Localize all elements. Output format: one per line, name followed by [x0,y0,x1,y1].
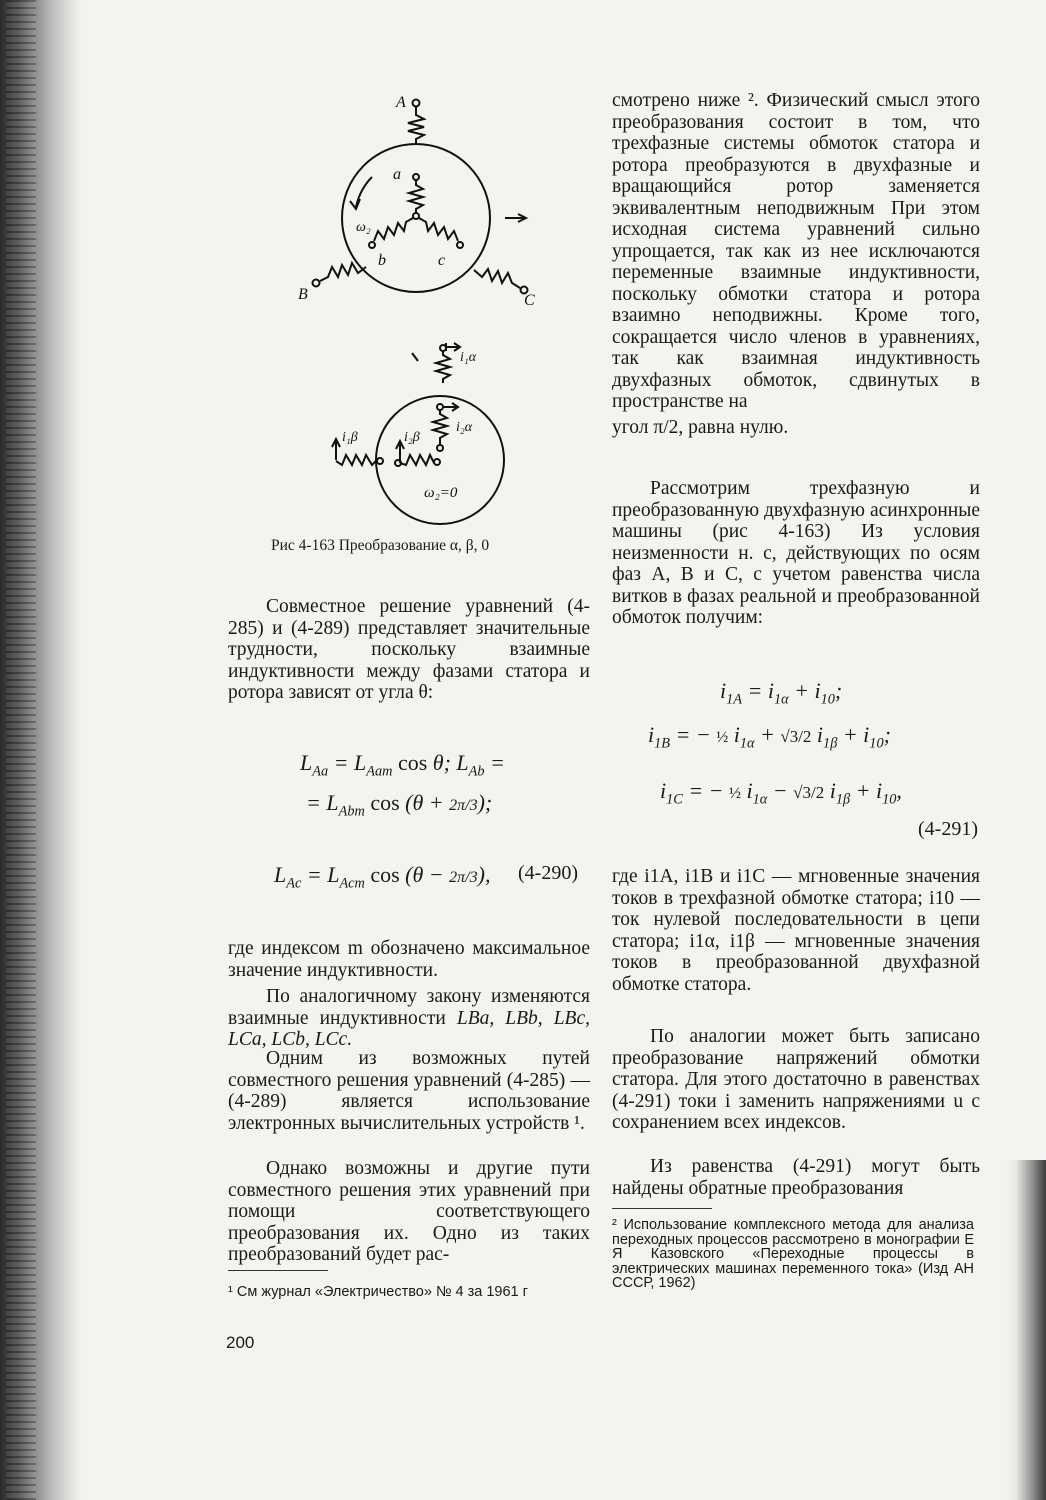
label-A: A [396,94,406,111]
figure-caption: Рис 4-163 Преобразование α, β, 0 [271,537,490,554]
right-column-para5 [612,1156,980,1199]
inductance-list: LBa, LBb, LBc, LCa, LCb, LCc. [228,1007,590,1050]
left-column-para4 [228,1048,590,1134]
paragraph: Совместное решение уравнений (4-285) и (4-289) представляет значительные трудности, поскольку взаимные индуктивности между фазами статора и ротора зависят от угла θ: [228,596,590,703]
equation-number-4-290: (4-290) [518,862,578,884]
book-spine-shadow [0,0,82,1500]
equation-4-291-line3: $i_{1C}$ = − ½ $i_{1\alpha} - √3/2$ $i_{1\beta} + i_{10}$, [660,778,902,808]
right-column-para1 [612,90,980,438]
label-i1alpha: i₁α [460,350,477,365]
footnote-rule-right [612,1208,712,1209]
figure-4-163 [280,85,580,535]
equation-4-290-line2: = $L_{Abm}$ cos (θ + 2π/3); [306,790,493,820]
label-C: C [524,292,535,309]
right-column-para4 [612,1026,980,1134]
equation-4-291-line1: $i_{1A} = i_{1\alpha} + i_{10}$; [720,678,843,708]
paragraph: Одним из возможных путей совместного решения уравнений (4-285) — (4-289) является использование электронных вычислительных устройств ¹. [228,1048,590,1134]
label-omega2-zero: ω₂=0 [424,485,458,501]
paragraph: где индексом m обозначено максимальное значение индуктивности. [228,938,590,981]
footnote-2: ² Использование комплексного метода для анализа переходных процессов рассмотрено в монографии Е Я Казовского «Переходные процессы в электрических машинах переменного тока» (Изд АН СССР, 1962) [612,1217,974,1291]
label-i1beta: i₁β [342,430,358,445]
footnote-rule-left [228,1270,328,1271]
paragraph: Рассмотрим трехфазную и преобразованную двухфазную асинхронные машины (рис 4-163) Из условия неизменности н. с, действующих по осям фаз A, B и C, с учетом равенства числа витков в фазах реальной и преобразованной обмоток получим: [612,478,980,628]
paragraph: угол π/2, равна нулю. [612,416,789,438]
paragraph: Однако возможны и другие пути совместного решения этих уравнений при помощи соответствующего преобразования их. Одно из таких преобразований будет рас- [228,1158,590,1265]
label-b: b [378,252,386,269]
label-omega2: ω₂ [356,220,371,235]
left-column-para2 [228,938,590,981]
equation-number-4-291: (4-291) [918,818,978,840]
paragraph: Из равенства (4-291) могут быть найдены обратные преобразования [612,1156,980,1199]
paragraph: По аналогичному закону изменяются взаимные индуктивности LBa, LBb, LBc, LCa, LCb, LCc. [228,986,590,1050]
page-edge-shadow [1006,1160,1046,1500]
paragraph: где i1A, i1B и i1C — мгновенные значения токов в трехфазной обмотке статора; i10 — ток нулевой последовательности в цепи статора; i1α, i1β — мгновенные значения токов в преобразованной двухфазной обмотке статора. [612,866,980,995]
footnote-1: ¹ См журнал «Электричество» № 4 за 1961 г [228,1284,528,1300]
label-a: a [393,166,401,183]
label-i2beta: i₂β [404,430,420,445]
label-i2alpha: i₂α [456,420,473,435]
winding-diagram [280,85,580,535]
label-B: B [298,286,308,303]
right-column-para2 [612,478,980,629]
paragraph: По аналогии может быть записано преобразование напряжений обмотки статора. Для этого достаточно в равенствах (4-291) токи i заменить напряжениями u с сохранением всех индексов. [612,1026,980,1133]
label-c: c [438,252,446,269]
equation-4-290-line1: $L_{Aa} = L_{Aam}$ cos θ; $L_{Ab}$ = [300,750,505,780]
right-column-para3 [612,866,980,995]
equation-4-290-line3: $L_{Ac} = L_{Acm}$ cos (θ − 2π/3), [274,862,491,892]
left-column-para1 [228,596,590,704]
paragraph: смотрено ниже ². Физический смысл этого преобразования состоит в том, что трехфазные системы обмоток статора и ротора преобразуются в двухфазные и вращающийся ротор заменяется эквивалентным неподвижным При этом исходная система уравнений сильно упрощается, так как из нее исключаются переменные взаимные индуктивности, поскольку обмотки статора и ротора взаимно неподвижны. Кроме того, сокращается число членов в уравнениях, так как взаимная индуктивность двухфазных обмоток, сдвинутых в пространстве на [612,90,980,412]
left-column-para3 [228,986,590,1051]
equation-4-291-line2: $i_{1B}$ = − ½ $i_{1\alpha} + √3/2$ $i_{1\beta} + i_{10}$; [648,722,891,752]
page-number: 200 [226,1333,255,1352]
left-column-para5 [228,1158,590,1266]
